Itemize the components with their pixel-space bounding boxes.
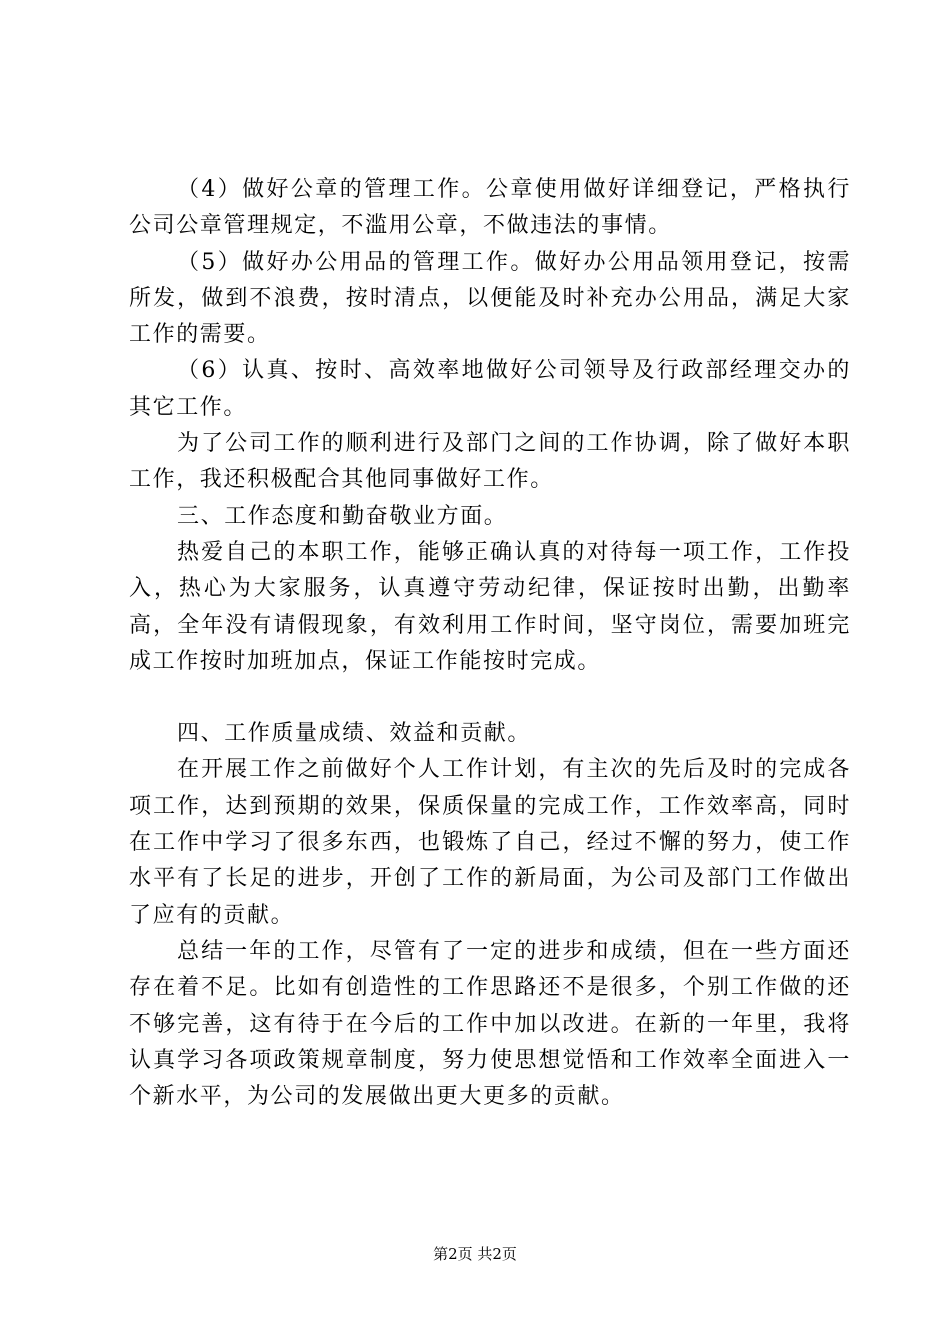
document-body bbox=[129, 172, 851, 1115]
paragraph-quality: 在开展工作之前做好个人工作计划，有主次的先后及时的完成各项工作，达到预期的效果，保质保量的完成工作，工作效率高，同时在工作中学习了很多东西，也锻炼了自己，经过不懈的努力，使工作水平有了长足的进步，开创了工作的新局面，为公司及部门工作做出了应有的贡献。 bbox=[129, 757, 851, 928]
paragraph-other-tasks: （6）认真、按时、高效率地做好公司领导及行政部经理交办的其它工作。 bbox=[129, 358, 851, 420]
paragraph-summary: 总结一年的工作，尽管有了一定的进步和成绩，但在一些方面还存在着不足。比如有创造性的工作思路还不是很多，个别工作做的还不够完善，这有待于在今后的工作中加以改进。在新的一年里，我将认真学习各项政策规章制度，努力使思想觉悟和工作效率全面进入一个新水平，为公司的发展做出更大更多的贡献。 bbox=[129, 938, 851, 1110]
paragraph-seal-management: （4）做好公章的管理工作。公章使用做好详细登记，严格执行公司公章管理规定，不滥用公章，不做违法的事情。 bbox=[129, 177, 851, 239]
paragraph-cooperation: 为了公司工作的顺利进行及部门之间的工作协调，除了做好本职工作，我还积极配合其他同事做好工作。 bbox=[129, 431, 851, 493]
paragraph-office-supplies: （5）做好办公用品的管理工作。做好办公用品领用登记，按需所发，做到不浪费，按时清点，以便能及时补充办公用品，满足大家工作的需要。 bbox=[129, 249, 851, 348]
section-heading-attitude: 三、工作态度和勤奋敬业方面。 bbox=[177, 503, 508, 529]
paragraph-attitude: 热爱自己的本职工作，能够正确认真的对待每一项工作，工作投入，热心为大家服务，认真遵守劳动纪律，保证按时出勤，出勤率高，全年没有请假现象，有效利用工作时间，坚守岗位，需要加班完成工作按时加班加点，保证工作能按时完成。 bbox=[129, 539, 851, 674]
page-number: 第2页 共2页 bbox=[433, 1245, 517, 1263]
section-heading-quality: 四、工作质量成绩、效益和贡献。 bbox=[177, 721, 532, 747]
page-footer bbox=[0, 1244, 950, 1264]
